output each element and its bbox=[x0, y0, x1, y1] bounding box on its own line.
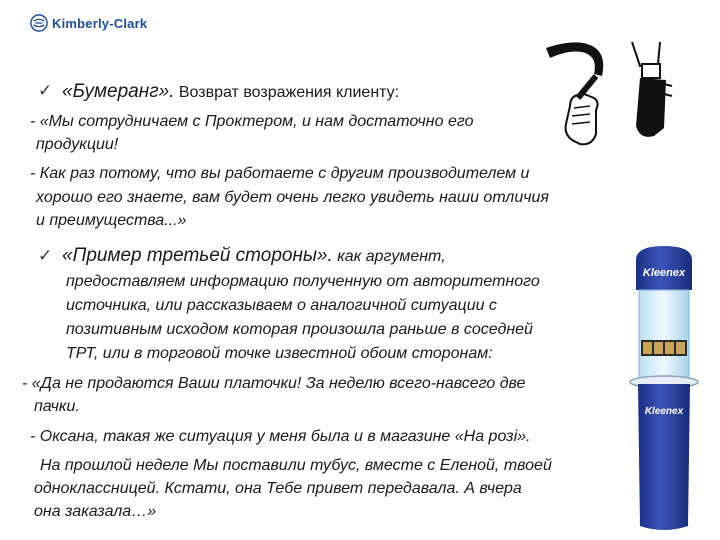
kimberly-clark-logo bbox=[30, 14, 147, 32]
third-party-title: «Пример третьей стороны». bbox=[62, 245, 333, 266]
third-party-line: предоставляем информацию полученную от авторитетного bbox=[66, 273, 540, 290]
third-party-line: - Оксана, такая же ситуация у меня была и в магазине «На розі». bbox=[30, 428, 531, 445]
checkmark-icon: ✓ bbox=[38, 81, 53, 100]
boomerang-heading bbox=[62, 82, 399, 103]
stand-brand-body: Kleenex bbox=[644, 406, 684, 417]
third-party-heading bbox=[62, 246, 446, 267]
boomerang-line: - «Мы сотрудничаем с Проктером, и нам достаточно его bbox=[30, 113, 474, 130]
third-party-line: На прошлой неделе Мы поставили тубус, вместе с Еленой, твоей bbox=[40, 457, 552, 474]
third-party-line: ТРТ, или в торговой точке известной обоим сторонам: bbox=[66, 345, 493, 362]
third-party-intro: как аргумент, bbox=[337, 248, 446, 265]
boomerang-line: и преимущества...» bbox=[36, 212, 187, 229]
boomerang-illustration bbox=[540, 36, 690, 156]
stand-brand-top: Kleenex bbox=[642, 267, 686, 279]
third-party-line: пачки. bbox=[34, 398, 80, 415]
boomerang-title: «Бумеранг». bbox=[62, 81, 175, 102]
checkmark-icon: ✓ bbox=[38, 246, 53, 265]
kleenex-stand-illustration bbox=[614, 244, 714, 534]
third-party-line: - «Да не продаются Ваши платочки! За неделю всего-навсего две bbox=[22, 375, 526, 392]
third-party-line: одноклассницей. Кстати, она Тебе привет передавала. А вчера bbox=[34, 480, 522, 497]
kimberly-clark-logo-icon bbox=[30, 14, 48, 32]
third-party-line: позитивным исходом которая произошла раньше в соседней bbox=[66, 321, 533, 338]
third-party-line: источника, или рассказываем о аналогичной ситуации с bbox=[66, 297, 497, 314]
third-party-line: она заказала…» bbox=[34, 503, 157, 520]
boomerang-intro: Возврат возражения клиенту: bbox=[178, 84, 400, 101]
boomerang-line: - Как раз потому, что вы работаете с другим производителем и bbox=[30, 165, 530, 182]
boomerang-line: хорошо его знаете, вам будет очень легко увидеть наши отличия bbox=[36, 189, 549, 206]
logo-text: Kimberly-Clark bbox=[52, 15, 148, 31]
boomerang-line: продукции! bbox=[36, 136, 119, 153]
